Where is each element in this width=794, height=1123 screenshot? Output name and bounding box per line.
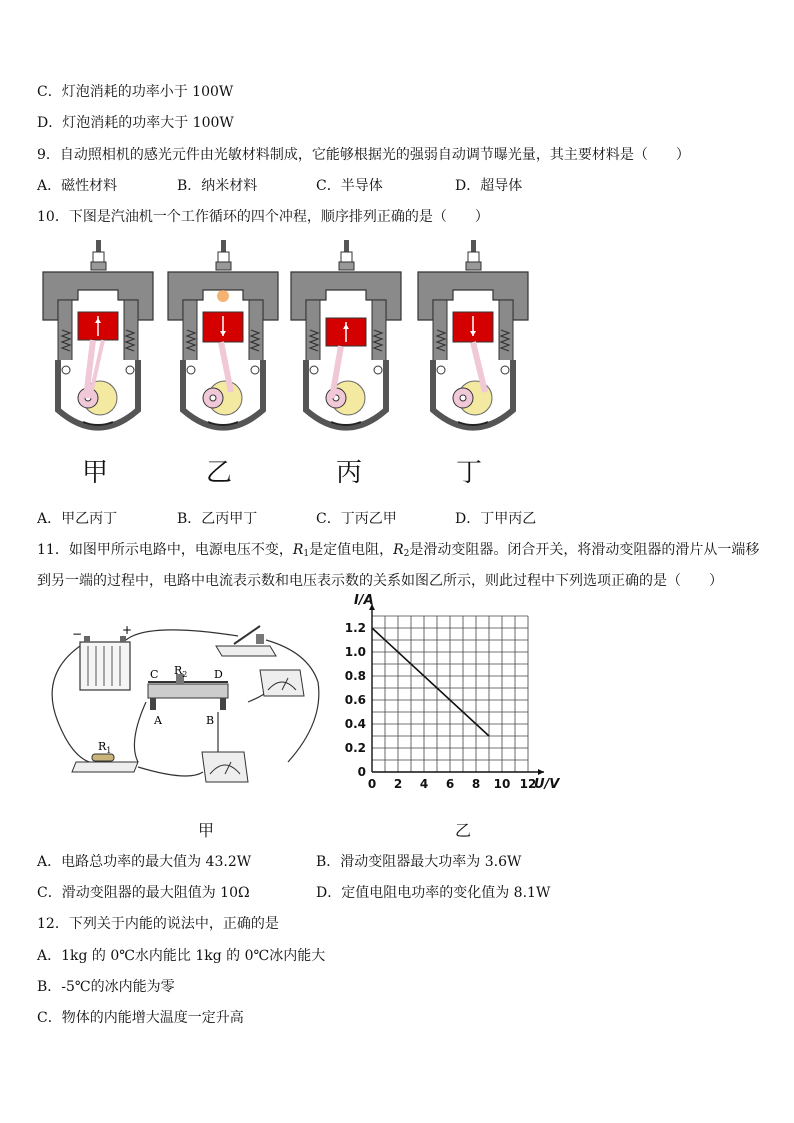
caption-ding: 丁 — [456, 458, 483, 488]
label-r2-letter: R — [174, 664, 183, 677]
x-tick-label: 2 — [393, 777, 403, 791]
x-tick-label: 10 — [493, 777, 511, 791]
q11-option-a: A．电路总功率的最大值为 43.2W — [37, 854, 252, 870]
q11-stem-part-c: 是滑动变阻器。闭合开关，将滑动变阻器的滑片从一端移 — [409, 542, 760, 558]
label-b: B — [206, 714, 215, 727]
label-r1-letter: R — [98, 740, 107, 753]
resistor-r1-icon — [72, 754, 138, 772]
series-line — [372, 628, 489, 736]
circuit-figure — [38, 612, 328, 802]
q11-stem-line1 — [37, 540, 759, 564]
engine-stroke-yi — [168, 240, 278, 428]
q9-option-c: C．半导体 — [316, 178, 383, 194]
q11-option-b: B．滑动变阻器最大功率为 3.6W — [316, 854, 522, 870]
r2-symbol: R — [393, 542, 404, 558]
voltmeter-icon — [202, 752, 248, 782]
label-r1-sub: 1 — [106, 746, 112, 755]
fig-caption-jia: 甲 — [198, 821, 215, 840]
battery-icon — [80, 636, 130, 690]
q12-stem: 12．下列关于内能的说法中，正确的是 — [37, 916, 279, 932]
label-d: D — [214, 668, 223, 681]
r2-subscript: 2 — [403, 549, 410, 559]
q10-option-d: D．丁甲丙乙 — [455, 511, 537, 527]
q11-stem-line2: 到另一端的过程中，电路中电流表示数和电压表示数的关系如图乙所示，则此过程中下列选项正确的是（ ） — [37, 573, 723, 589]
caption-jia: 甲 — [82, 458, 109, 488]
q12-option-a: A．1kg 的 0℃水内能比 1kg 的 0℃冰内能大 — [37, 948, 326, 964]
q11-option-d: D．定值电阻电功率的变化值为 8.1W — [316, 885, 551, 901]
q12-option-c: C．物体的内能增大温度一定升高 — [37, 1010, 244, 1026]
r1-subscript: 1 — [303, 549, 310, 559]
x-tick-label: 12 — [519, 777, 537, 791]
q8-option-d: D．灯泡消耗的功率大于 100W — [37, 115, 234, 131]
engine-stroke-figure — [38, 240, 558, 450]
y-tick-label: 0.6 — [344, 693, 366, 707]
q11-stem-part-a: 11．如图甲所示电路中，电源电压不变， — [37, 542, 293, 558]
label-a: A — [154, 714, 162, 727]
y-tick-label: 0.4 — [344, 717, 366, 731]
caption-yi: 乙 — [206, 458, 233, 488]
q10-option-a: A．甲乙丙丁 — [37, 511, 118, 527]
fig-caption-yi: 乙 — [455, 821, 472, 840]
y-tick-label: 1.0 — [344, 645, 366, 659]
x-tick-label: 0 — [367, 777, 377, 791]
q10-option-b: B．乙丙甲丁 — [177, 511, 258, 527]
r1-symbol: R — [292, 542, 304, 558]
battery-plus-label: + — [122, 623, 133, 637]
iu-chart — [340, 593, 560, 802]
engine-stroke-ding — [418, 240, 528, 428]
y-tick-label: 0.2 — [344, 741, 366, 755]
q9-option-b: B．纳米材料 — [177, 178, 258, 194]
label-r2-sub: 2 — [182, 670, 188, 679]
y-axis-label: I/A — [354, 593, 374, 608]
q12-option-b: B．-5℃的冰内能为零 — [37, 979, 175, 995]
q10-option-c: C．丁丙乙甲 — [316, 511, 397, 527]
q8-option-c: C．灯泡消耗的功率小于 100W — [37, 84, 234, 100]
label-r2 — [174, 664, 187, 679]
battery-minus-label: − — [72, 627, 83, 641]
x-tick-label: 8 — [471, 777, 481, 791]
ammeter-icon — [260, 670, 304, 696]
switch-icon — [216, 626, 276, 656]
q9-option-d: D．超导体 — [455, 178, 523, 194]
q11-option-c: C．滑动变阻器的最大阻值为 10Ω — [37, 885, 250, 901]
y-tick-label: 0.8 — [344, 669, 366, 683]
label-c: C — [150, 668, 159, 681]
label-r1 — [98, 740, 111, 755]
y-tick-label: 1.2 — [344, 621, 366, 635]
q9-option-a: A．磁性材料 — [37, 178, 118, 194]
x-axis-arrow — [538, 769, 544, 775]
x-tick-label: 4 — [419, 777, 429, 791]
y-tick-label: 0 — [357, 765, 366, 779]
engine-stroke-jia — [43, 240, 153, 428]
q11-stem-part-b: 是定值电阻， — [309, 542, 394, 558]
q10-stem: 10．下图是汽油机一个工作循环的四个冲程，顺序排列正确的是（ ） — [37, 209, 489, 225]
q9-stem: 9．自动照相机的感光元件由光敏材料制成，它能够根据光的强弱自动调节曝光量，其主要材料是（ ） — [37, 147, 690, 163]
x-tick-label: 6 — [445, 777, 455, 791]
engine-stroke-bing — [291, 240, 401, 428]
x-axis-label: U/V — [534, 777, 560, 792]
caption-bing: 丙 — [336, 458, 363, 488]
